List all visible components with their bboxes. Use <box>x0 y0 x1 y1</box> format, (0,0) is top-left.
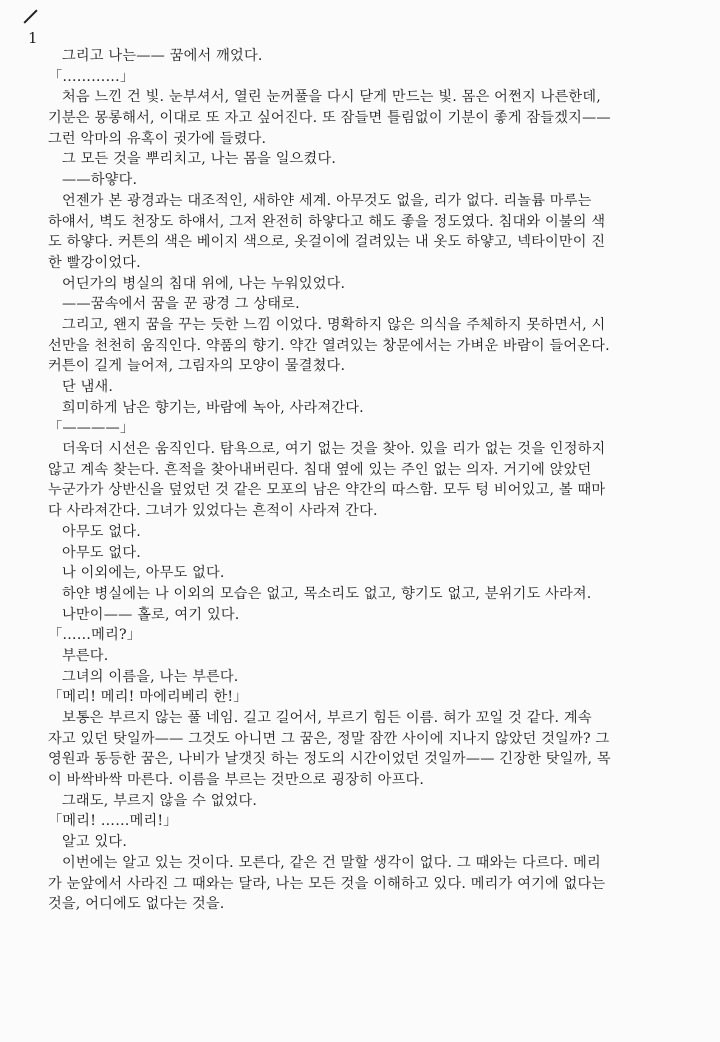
text-line: 나 이외에는, 아무도 없다. <box>62 565 225 582</box>
text-line: 그런 악마의 유혹이 귓가에 들렸다. <box>48 130 267 147</box>
text-line: 기분은 몽롱해서, 이대로 또 자고 싶어진다. 또 잠들면 틀림없이 기분이 좋게 잠들겠지—— <box>48 110 611 127</box>
text-line: 희미하게 남은 향기는, 바람에 녹아, 사라져간다. <box>62 399 364 416</box>
text-line: ——꿈속에서 꿈을 꾼 광경 그 상태로. <box>62 296 300 313</box>
text-line: 아무도 없다. <box>62 544 141 561</box>
text-line: 누군가가 상반신을 덮었던 것 같은 모포의 남은 약간의 따스함. 모두 텅 비어있고, 볼 때마 <box>48 482 606 499</box>
text-line: 이번에는 알고 있는 것이다. 모른다, 같은 건 말할 생각이 없다. 그 때와는 다르다. 메리 <box>62 854 601 871</box>
page-number: 1 <box>28 29 38 47</box>
text-line: 커튼이 길게 늘어져, 그림자의 모양이 물결쳤다. <box>48 358 346 375</box>
text-line: 그 모든 것을 뿌리치고, 나는 몸을 일으켰다. <box>62 151 337 168</box>
text-line: 그녀의 이름을, 나는 부른다. <box>62 668 239 685</box>
text-line: 처음 느낀 건 빛. 눈부셔서, 열린 눈꺼풀을 다시 닫게 만드는 빛. 몸은 어쩐지 나른한데, <box>62 89 601 106</box>
text-line: 알고 있다. <box>62 834 128 851</box>
text-line: ——하얗다. <box>62 172 138 189</box>
text-line: 보통은 부르지 않는 풀 네임. 길고 길어서, 부르기 힘든 이름. 혀가 꼬일 것 같다. 계속 <box>62 710 592 726</box>
text-line: 나만이—— 홀로, 여기 있다. <box>62 606 240 623</box>
text-line: 「————」 <box>48 420 135 437</box>
text-line: 부른다. <box>62 647 109 664</box>
text-line: 가 눈앞에서 사라진 그 때와는 달라, 나는 모든 것을 이해하고 있다. 메리가 여기에 없다는 <box>48 875 606 892</box>
page-number-mark <box>22 14 42 46</box>
text-line: 자고 있던 탓일까—— 그것도 아니면 그 꿈은, 정말 잠깐 사이에 지나지 않았던 것일까? 그 <box>48 730 610 747</box>
text-line: 다 사라져간다. 그녀가 있었다는 흔적이 사라져 간다. <box>48 503 378 520</box>
text-line: 「…………」 <box>48 68 135 85</box>
text-line: 더욱더 시선은 움직인다. 탐욕으로, 여기 없는 것을 찾아. 있을 리가 없는 것을 인정하지 <box>62 441 606 458</box>
text-line: 「……메리?」 <box>48 627 142 644</box>
text-line: 「메리! ……메리!」 <box>48 813 178 830</box>
text-line: 아무도 없다. <box>62 523 141 540</box>
text-line: 것을, 어디에도 없다는 것을. <box>48 896 225 913</box>
text-line: 그래도, 부르지 않을 수 없었다. <box>62 792 258 809</box>
text-line: 하얀 병실에는 나 이외의 모습은 없고, 목소리도 없고, 향기도 없고, 분위기도 사라져. <box>62 585 592 602</box>
body-text <box>48 46 678 915</box>
text-line: 선만을 천천히 움직인다. 약품의 향기. 약간 열려있는 창문에서는 가벼운 바람이 들어온다. <box>48 337 610 354</box>
text-line: 이 바싹바싹 마른다. 이름을 부르는 것만으로 굉장히 아프다. <box>48 772 425 789</box>
text-line: 영원과 동등한 꿈은, 나비가 날갯짓 하는 정도의 시간이었던 것일까—— 긴장한 탓일까, 목 <box>48 751 611 768</box>
text-line: 도 하얗다. 커튼의 색은 베이지 색으로, 옷걸이에 걸려있는 내 옷도 하얗고, 넥타이만이 진 <box>48 234 606 251</box>
text-line: 그리고 나는—— 꿈에서 깨었다. <box>62 48 263 64</box>
page-mark-slash <box>23 9 37 23</box>
text-line: 하얘서, 벽도 천장도 하얘서, 그저 완전히 하얗다고 해도 좋을 정도였다. 침대와 이불의 색 <box>48 213 606 230</box>
text-line: 어딘가의 병실의 침대 위에, 나는 누워있었다. <box>62 275 346 292</box>
text-line: 언젠가 본 광경과는 대조적인, 새하얀 세계. 아무것도 없을, 리가 없다. 리놀륨 마루는 <box>62 192 592 209</box>
text-line: 단 냄새. <box>62 379 114 395</box>
text-line: 않고 계속 찾는다. 흔적을 찾아내버린다. 침대 옆에 있는 주인 없는 의자. 거기에 앉았던 <box>48 461 592 478</box>
text-line: 한 빨강이었다. <box>48 254 141 271</box>
text-line: 「메리! 메리! 마에리베리 한!」 <box>48 689 248 706</box>
text-line: 그리고, 왠지 꿈을 꾸는 듯한 느낌 이었다. 명확하지 않은 의식을 주체하지 못하면서, 시 <box>62 316 606 333</box>
